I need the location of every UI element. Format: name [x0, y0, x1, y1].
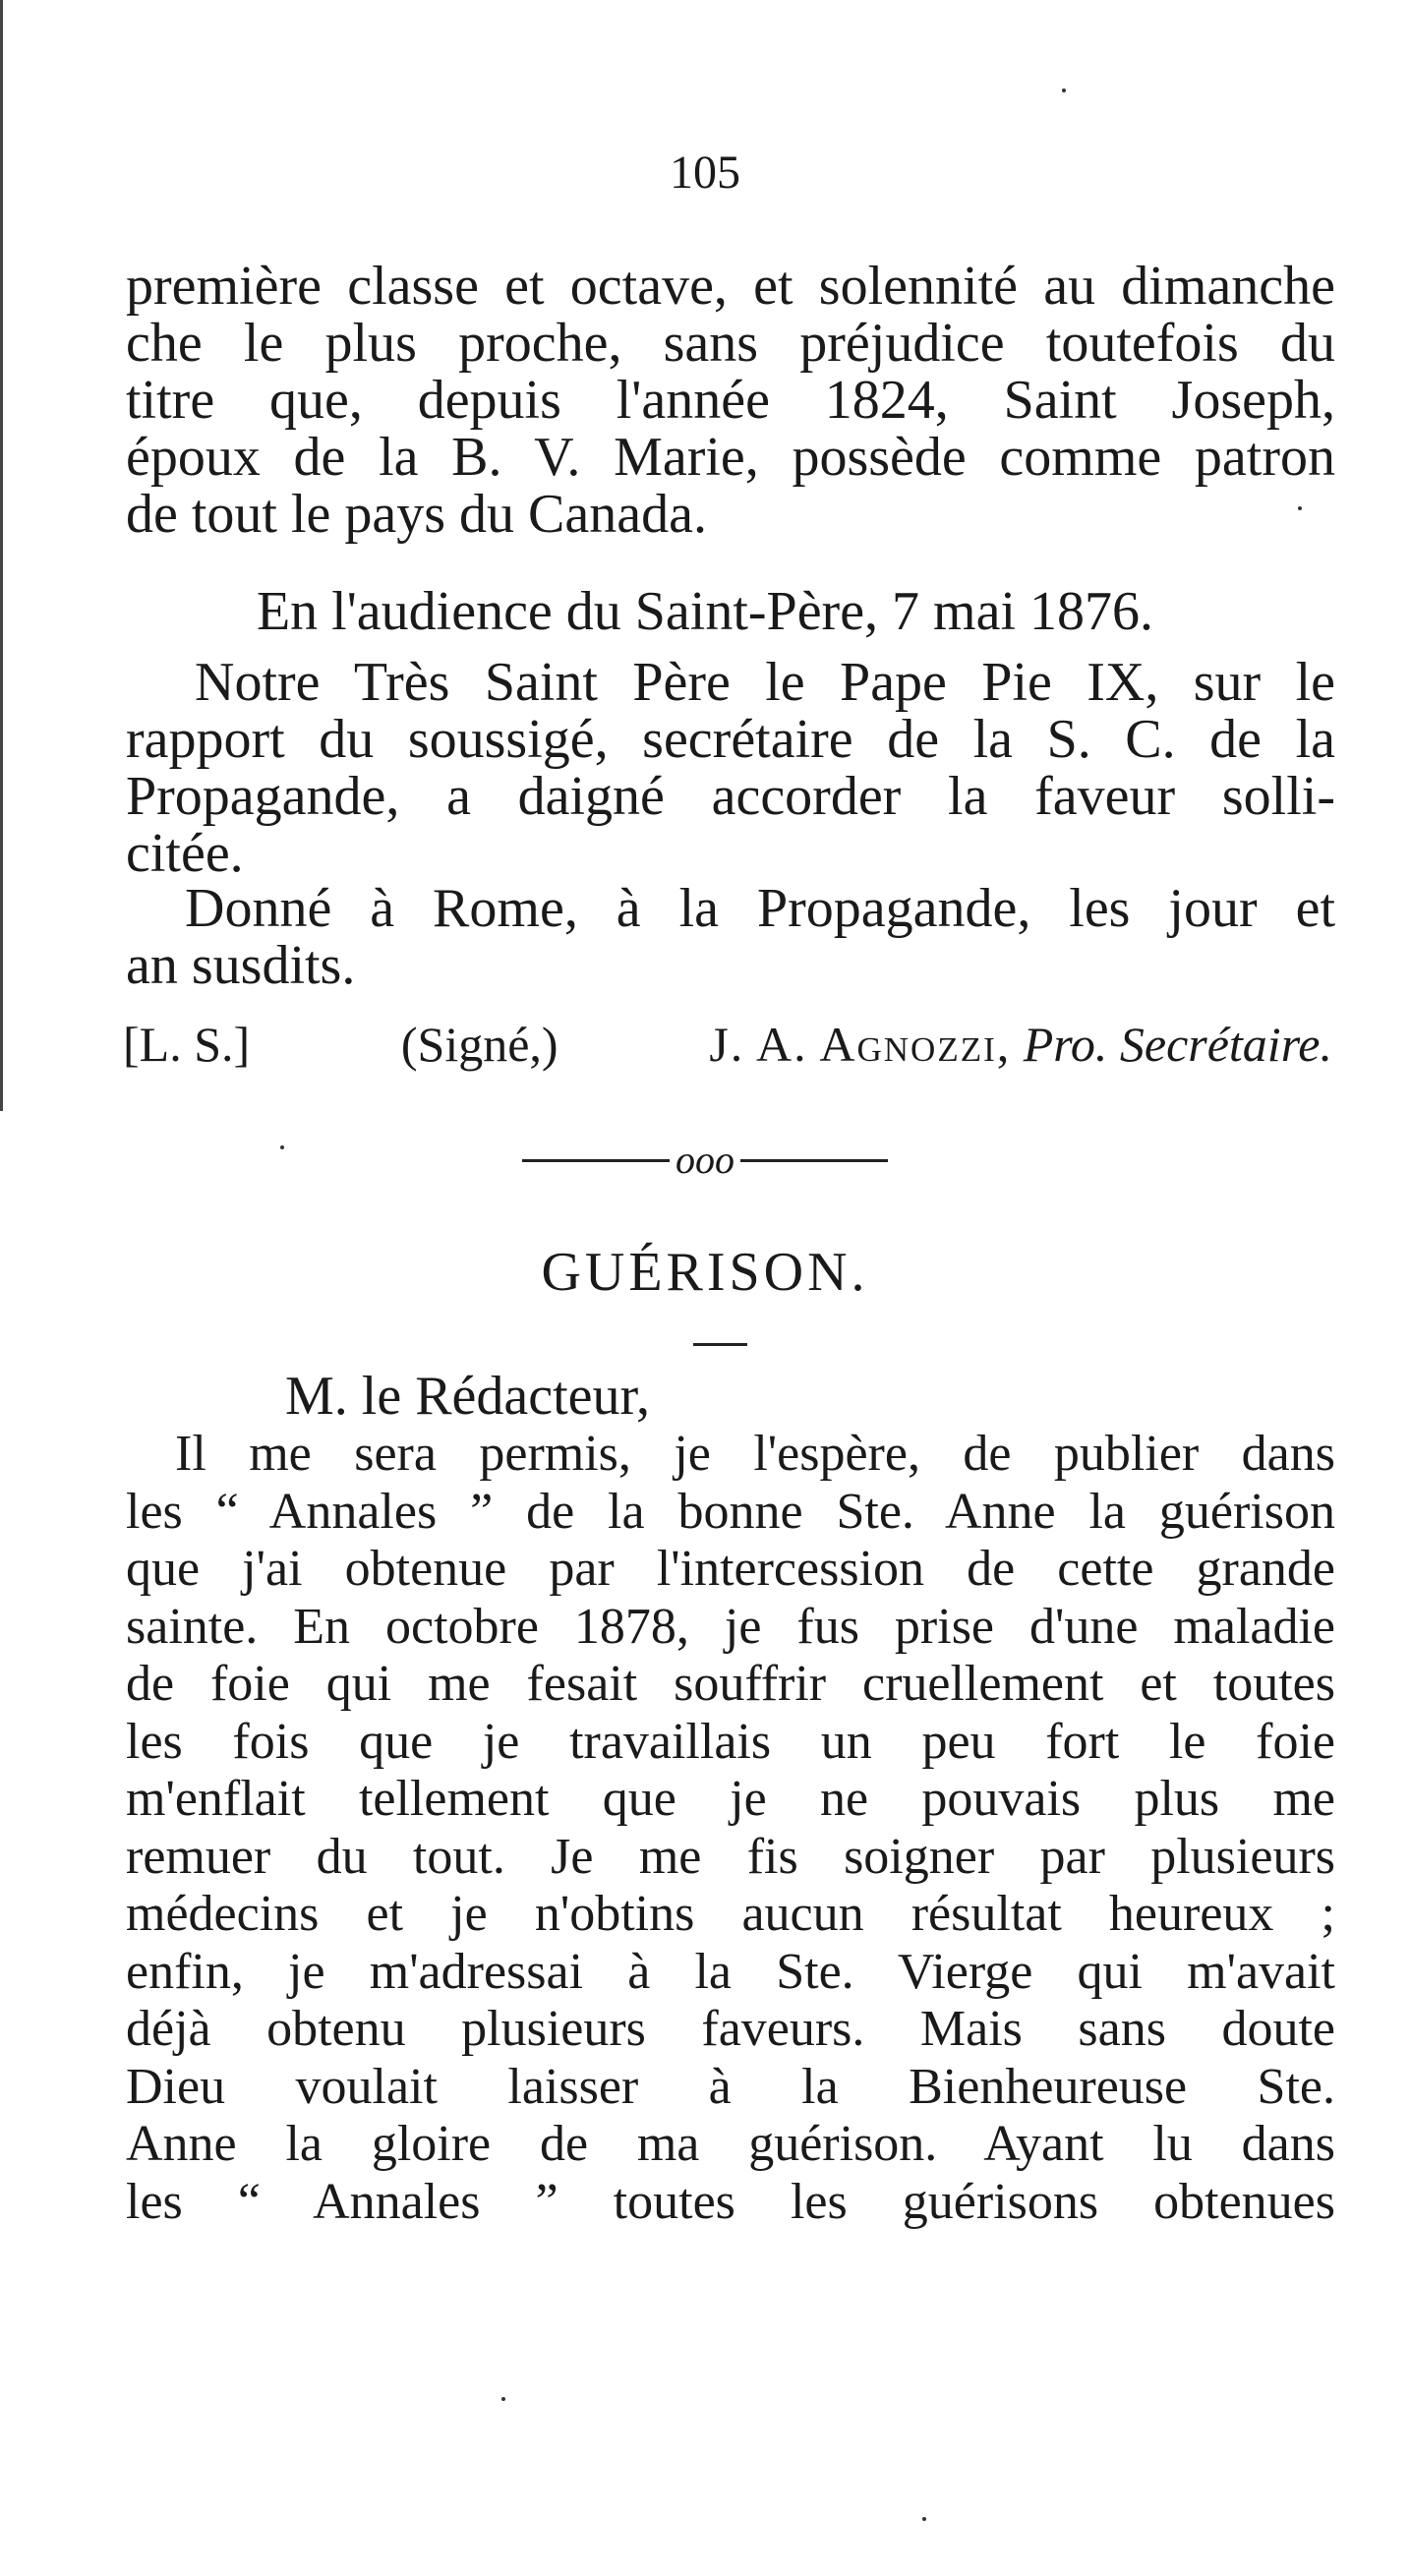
divider-rule-right — [740, 1159, 888, 1162]
text-line: les fois que je travaillais un peu fort le foie — [126, 1713, 1335, 1770]
text-line: Dieu voulait laisser à la Bienheureuse Ste. — [126, 2058, 1335, 2115]
text-line: les “ Annales ” toutes les guérisons obtenues — [126, 2173, 1335, 2230]
text-line: première classe et octave, et solennité au dimanche — [126, 256, 1335, 317]
print-speck — [1062, 88, 1066, 92]
seal-mark: [L. S.] — [123, 1017, 251, 1072]
text-line: que j'ai obtenue par l'intercession de cette grande — [126, 1541, 1335, 1597]
given-paragraph — [126, 880, 1335, 994]
text-line: Notre Très Saint Père le Pape Pie IX, sur le — [195, 652, 1335, 713]
heading-underline — [693, 1343, 747, 1346]
text-line: médecins et je n'obtins aucun résultat heureux ; — [126, 1886, 1335, 1942]
audience-dateline: En l'audience du Saint-Père, 7 mai 1876. — [256, 581, 1154, 642]
text-line: enfin, je m'adressai à la Ste. Vierge qui m'avait — [126, 1943, 1335, 2000]
text-line: Il me sera permis, je l'espère, de publier dans — [175, 1426, 1335, 1482]
divider-ornament: ooo — [676, 1138, 734, 1182]
decree-paragraph — [126, 258, 1335, 543]
print-speck — [501, 2397, 505, 2401]
text-line: sainte. En octobre 1878, je fus prise d'une maladie — [126, 1598, 1335, 1655]
text-line: de tout le pays du Canada. — [126, 484, 707, 545]
text-line: m'enflait tellement que je ne pouvais plus me — [126, 1771, 1335, 1827]
grant-paragraph — [126, 654, 1335, 882]
text-line: de foie qui me fesait souffrir cruellement et toutes — [126, 1656, 1335, 1712]
print-speck — [280, 1145, 284, 1149]
text-line: remuer du tout. Je me fis soigner par plusieurs — [126, 1828, 1335, 1885]
text-line: Propagande, a daigné accorder la faveur solli- — [126, 766, 1335, 827]
print-speck — [1298, 506, 1302, 510]
text-line: che le plus proche, sans préjudice toutefois du — [126, 313, 1335, 374]
letter-body — [126, 1426, 1335, 2231]
text-line: titre que, depuis l'année 1824, Saint Joseph, — [126, 370, 1335, 431]
text-line: Donné à Rome, à la Propagande, les jour et — [185, 878, 1335, 939]
article-heading: GUÉRISON. — [541, 1242, 869, 1303]
page-number: 105 — [670, 146, 740, 199]
text-line: époux de la B. V. Marie, possède comme patron — [126, 427, 1335, 488]
signatory-name: J. A. Agnozzi, — [709, 1017, 1012, 1072]
text-line: Anne la gloire de ma guérison. Ayant lu dans — [126, 2116, 1335, 2172]
text-line: les “ Annales ” de la bonne Ste. Anne la guérison — [126, 1483, 1335, 1540]
text-line: déjà obtenu plusieurs faveurs. Mais sans doute — [126, 2001, 1335, 2057]
letter-salutation: M. le Rédacteur, — [285, 1366, 650, 1427]
signature-line — [123, 1016, 1332, 1073]
text-line: an susdits. — [126, 935, 356, 996]
divider-rule-left — [522, 1159, 670, 1162]
section-divider — [0, 1138, 1410, 1182]
signatory-title: Pro. Secrétaire. — [1023, 1017, 1332, 1072]
print-speck — [922, 2517, 926, 2521]
signed-mark: (Signé,) — [400, 1017, 558, 1072]
text-line: rapport du soussigé, secrétaire de la S. C. de la — [126, 709, 1335, 770]
text-line: citée. — [126, 823, 244, 884]
